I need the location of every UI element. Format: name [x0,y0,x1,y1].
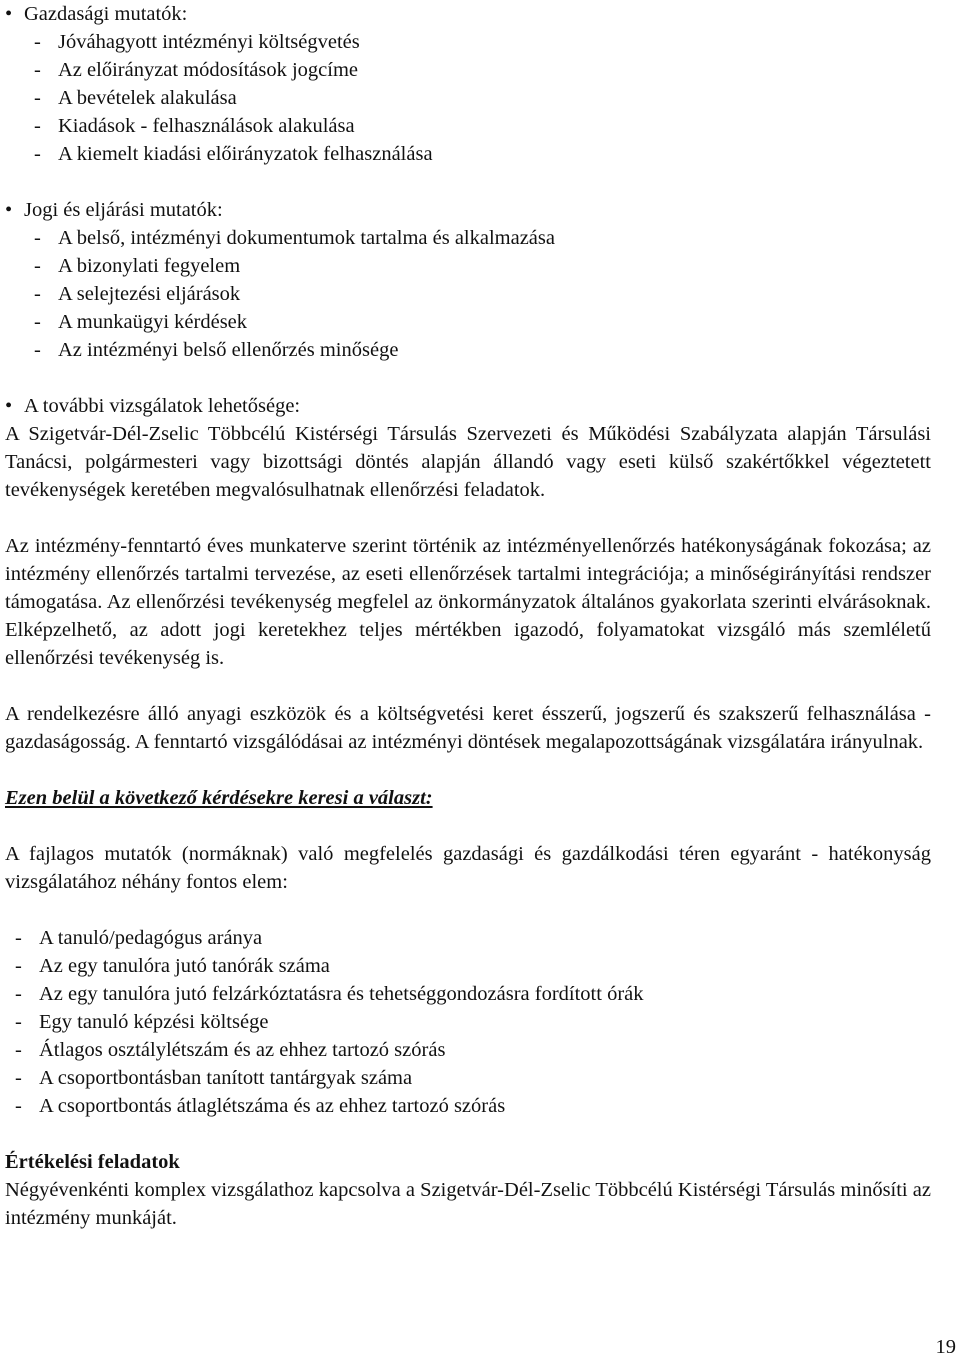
dash-icon: - [34,31,41,53]
list-item [24,252,931,280]
spacer [5,756,931,784]
section-title: A további vizsgálatok lehetősége: [24,395,301,417]
metrics-list [5,924,931,1120]
list-item [24,280,931,308]
paragraph-economy: A rendelkezésre álló anyagi eszközök és a költségvetési keret ésszerű, jogszerű és szakszerű felhasználása - gazdaságosság. A fenntartó vizsgálódásai az intézményi döntések megalapozottságának vizsgálatára irányulnak. [5,703,931,753]
list-item-text: A tanuló/pedagógus aránya [39,927,263,949]
list-item [5,924,931,952]
list-item [5,1036,931,1064]
dash-icon: - [15,983,22,1005]
paragraph-work-plan: Az intézmény-fenntartó éves munkaterve szerint történik az intézményellenőrzés hatékonyságának fokozása; az intézmény ellenőrzés tartalmi tervezése, az eseti ellenőrzések tartalmi integrációja; a minőségirányítási rendszer támogatása. Az ellenőrzési tevékenység megfelel az önkormányzatok általános gyakorlata szerinti elvárásoknak. Elképzelhető, az adott jogi keretekhez teljes mértékben igazodó, folyamatokat vizsgáló más szemléletű ellenőrzési tevékenység is. [5,535,931,669]
list-item [24,336,931,364]
list-item [5,952,931,980]
list-item-text: A selejtezési eljárások [58,283,241,305]
bullet-icon: • [5,199,13,221]
list-item-text: Jóváhagyott intézményi költségvetés [58,31,360,53]
list-item-text: A kiemelt kiadási előirányzatok felhasználása [58,143,433,165]
dash-icon: - [34,255,41,277]
list-item [5,980,931,1008]
section-legal-indicators [5,196,931,364]
list-item [24,28,931,56]
dash-icon: - [34,115,41,137]
dash-icon: - [15,1095,22,1117]
list-item-text: A belső, intézményi dokumentumok tartalma és alkalmazása [58,227,555,249]
spacer [5,504,931,532]
list-item-text: A munkaügyi kérdések [58,311,248,333]
questions-heading: Ezen belül a következő kérdésekre keresi a választ: [5,787,433,809]
dash-icon: - [34,227,41,249]
spacer [5,1120,931,1148]
dash-icon: - [34,339,41,361]
list-item-text: A csoportbontásban tanított tantárgyak száma [39,1067,413,1089]
spacer [5,812,931,840]
dash-icon: - [34,87,41,109]
evaluation-text: Négyévenkénti komplex vizsgálathoz kapcsolva a Szigetvár-Dél-Zselic Többcélú Kistérségi Társulás minősíti az intézmény munkáját. [5,1179,931,1229]
section-title: Gazdasági mutatók: [24,3,188,25]
list-item-text: Átlagos osztálylétszám és az ehhez tartozó szórás [39,1039,446,1061]
spacer [5,364,931,392]
page-number: 19 [935,1336,956,1358]
list-item-text: Az egy tanulóra jutó tanórák száma [39,955,330,977]
list-item [24,56,931,84]
list-item [24,224,931,252]
section-title: Jogi és eljárási mutatók: [24,199,223,221]
dash-icon: - [34,59,41,81]
economic-indicator-list [24,28,931,168]
spacer [5,168,931,196]
evaluation-heading: Értékelési feladatok [5,1151,180,1173]
list-item [24,140,931,168]
paragraph-specific-indicators: A fajlagos mutatók (normáknak) való megfelelés gazdasági és gazdálkodási téren egyaránt - hatékonyság vizsgálatához néhány fontos elem: [5,843,931,893]
list-item [24,84,931,112]
dash-icon: - [34,283,41,305]
list-item [5,1092,931,1120]
list-item-text: Az előirányzat módosítások jogcíme [58,59,359,81]
list-item-text: Kiadások - felhasználások alakulása [58,115,355,137]
dash-icon: - [15,1011,22,1033]
list-item [5,1008,931,1036]
dash-icon: - [34,311,41,333]
list-item-text: A csoportbontás átlaglétszáma és az ehhez tartozó szórás [39,1095,506,1117]
document-page [5,0,931,1232]
spacer [5,672,931,700]
list-item-text: Egy tanuló képzési költsége [39,1011,269,1033]
list-item-text: Az intézményi belső ellenőrzés minősége [58,339,399,361]
section-economic-indicators [5,0,931,168]
dash-icon: - [15,927,22,949]
dash-icon: - [34,143,41,165]
list-item [5,1064,931,1092]
spacer [5,896,931,924]
bullet-icon: • [5,395,13,417]
dash-icon: - [15,955,22,977]
further-examinations-text: A Szigetvár-Dél-Zselic Többcélú Kistérségi Társulás Szervezeti és Működési Szabályzata alapján Társulási Tanácsi, polgármesteri vagy bizottsági döntés alapján állandó vagy eseti külső szakértőkkel végeztetett tevékenységek keretében megvalósulhatnak ellenőrzési feladatok. [5,423,931,501]
list-item-text: A bizonylati fegyelem [58,255,241,277]
list-item-text: Az egy tanulóra jutó felzárkóztatásra és tehetséggondozásra fordított órák [39,983,644,1005]
list-item [24,112,931,140]
dash-icon: - [15,1039,22,1061]
dash-icon: - [15,1067,22,1089]
list-item-text: A bevételek alakulása [58,87,237,109]
section-further-examinations [5,392,931,420]
bullet-icon: • [5,3,13,25]
list-item [24,308,931,336]
legal-indicator-list [24,224,931,364]
